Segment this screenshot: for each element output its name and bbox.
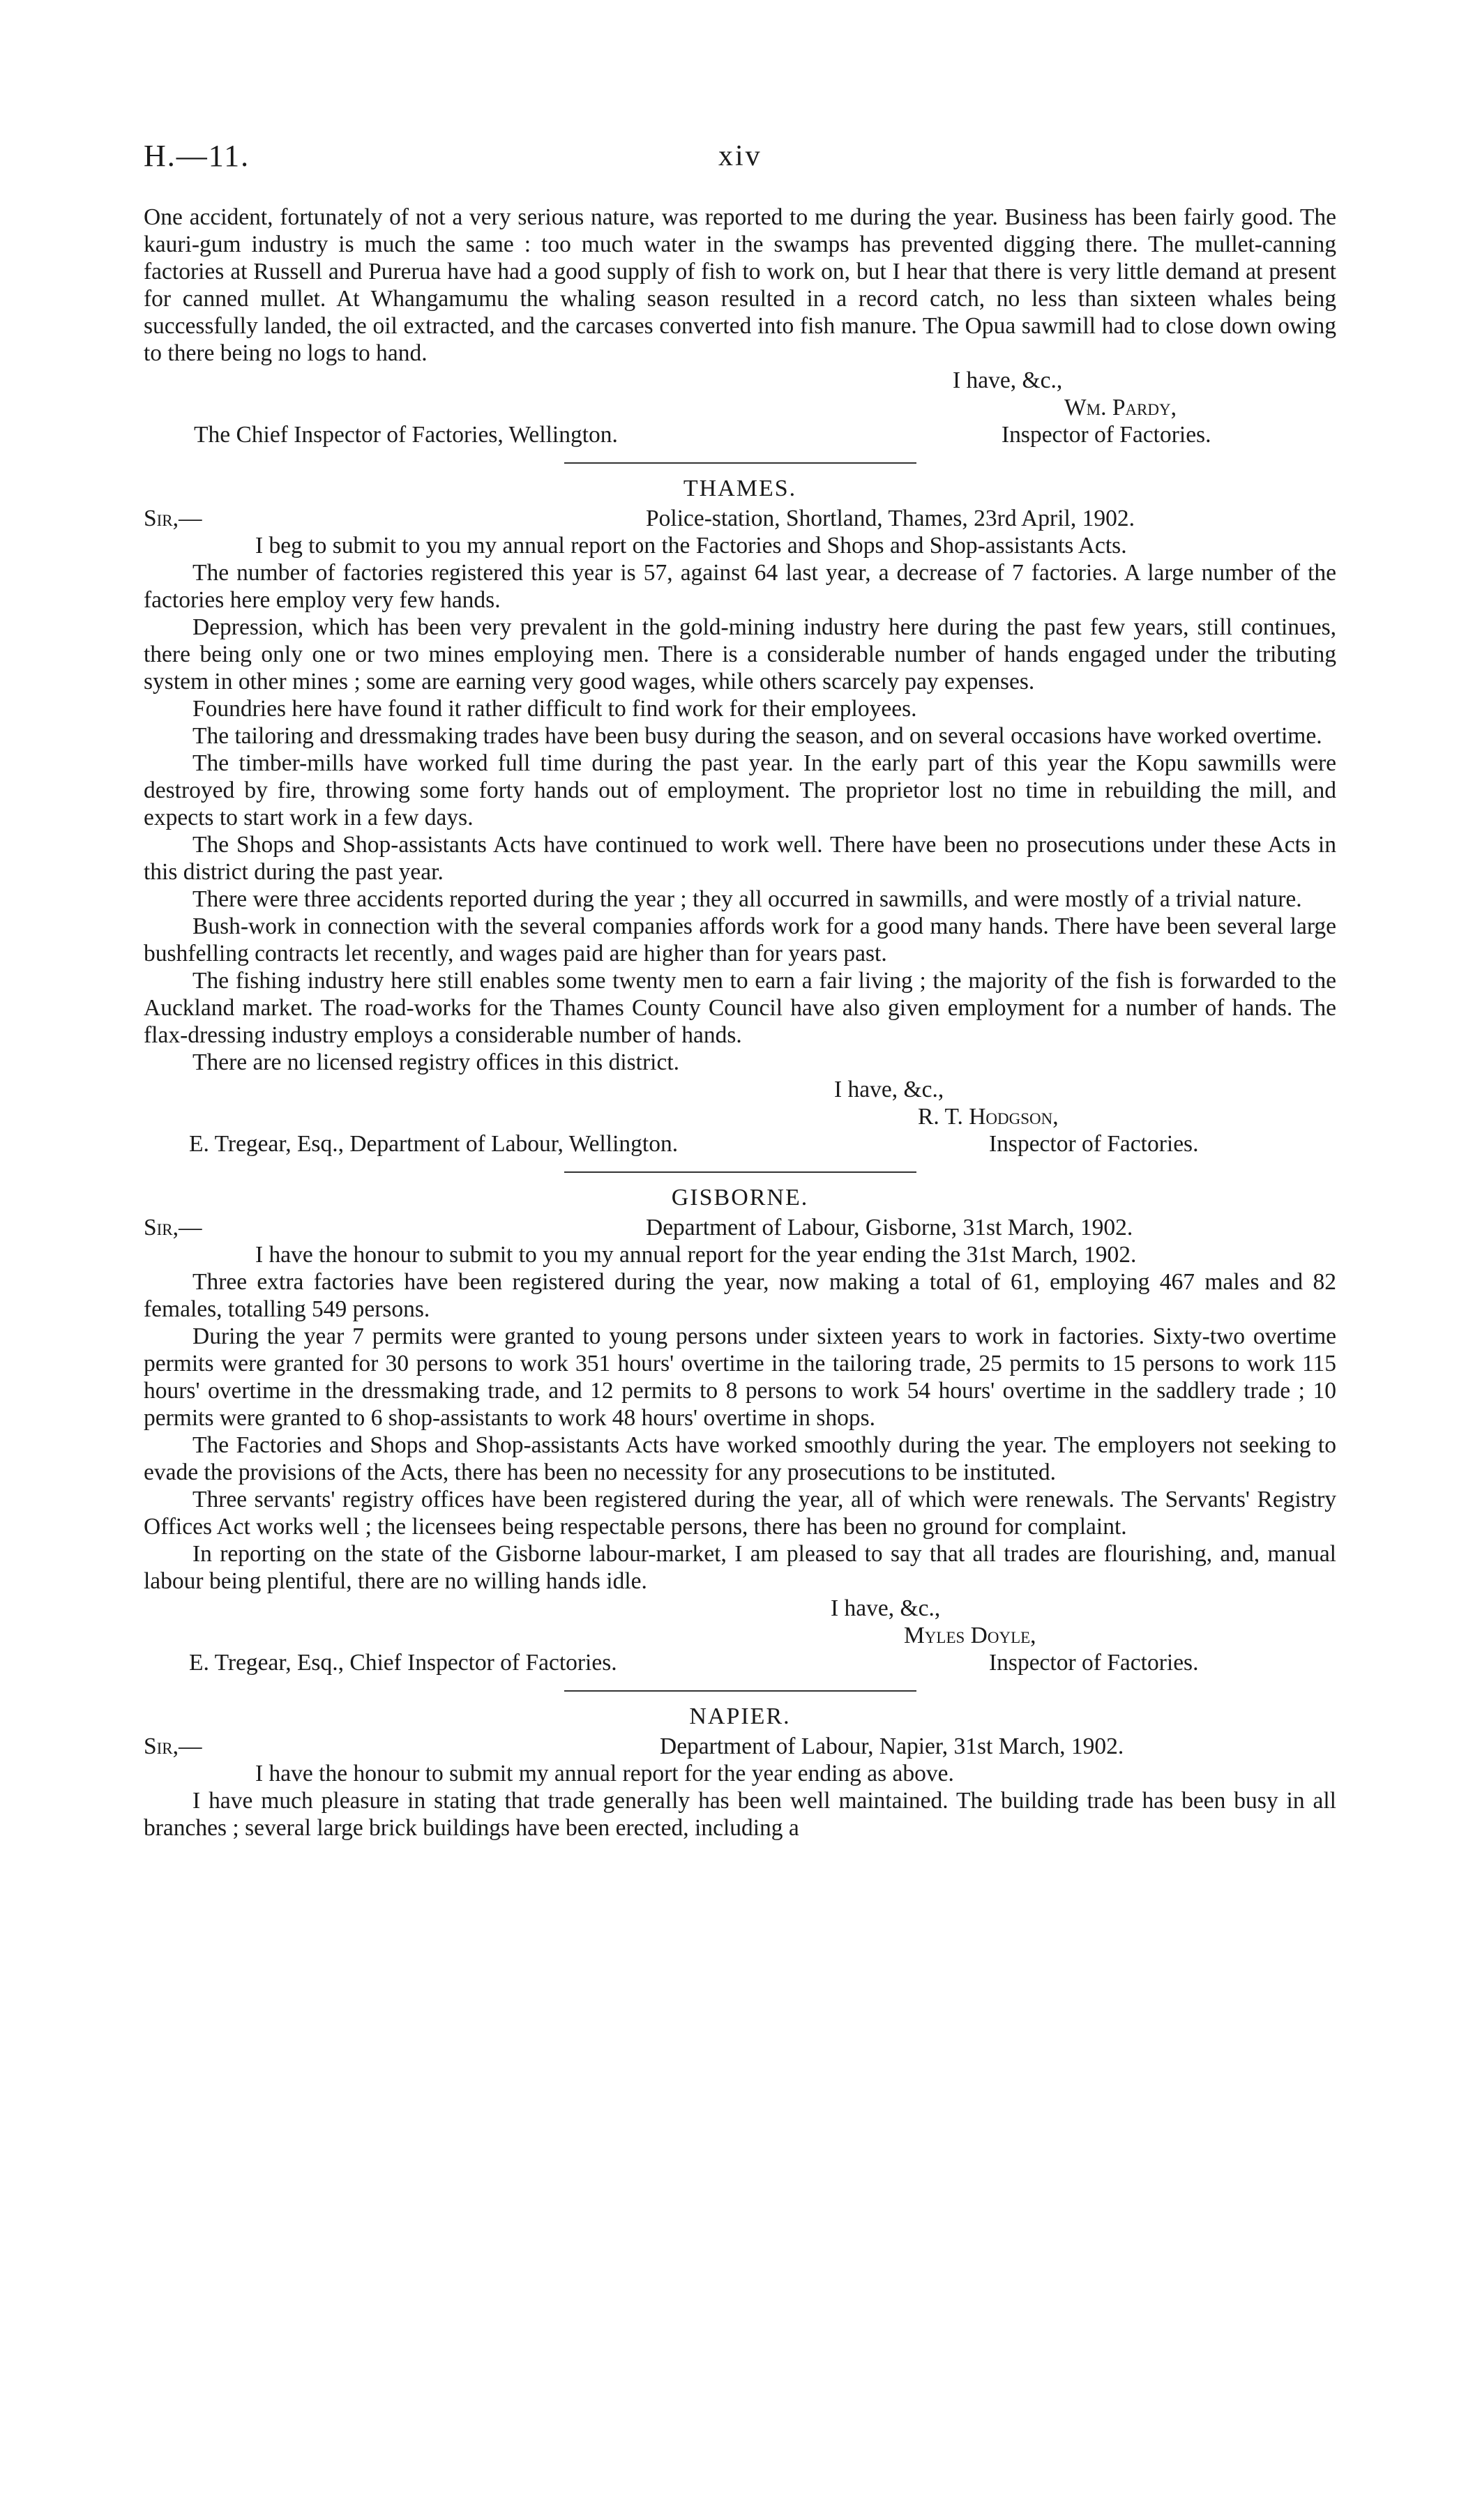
thames-paragraph: The fishing industry here still enables some twenty men to earn a fair living ; the majority of the fish is forwarded to the Auckland market. The road-works for the Thames County Council have also given employment for a number of hands. The flax-dressing industry employs a considerable number of hands. [144, 968, 1336, 1048]
dateline: Department of Labour, Gisborne, 31st March, 1902. [646, 1215, 1133, 1240]
gisborne-paragraph: The Factories and Shops and Shop-assistants Acts have worked smoothly during the year. The employers not seeking to evade the provisions of the Acts, there has been no necessity for any prosecutions to be instituted. [144, 1432, 1336, 1485]
signature-addressee: E. Tregear, Esq., Chief Inspector of Factories. [189, 1650, 617, 1676]
dateline: Department of Labour, Napier, 31st March, 1902. [660, 1733, 1124, 1759]
signature-closing: I have, &c., [834, 1077, 944, 1102]
section-divider [564, 1690, 916, 1692]
gisborne-heading: GISBORNE. [671, 1185, 809, 1210]
thames-paragraph: There were three accidents reported during the year ; they all occurred in sawmills, and were mostly of a trivial nature. [192, 886, 1302, 912]
signature-title: Inspector of Factories. [1002, 422, 1211, 448]
document-reference: H.—11. [144, 139, 250, 173]
thames-paragraph: The number of factories registered this year is 57, against 64 last year, a decrease of 7 factories. A large number of the factories here employ very few hands. [144, 560, 1336, 613]
thames-section [144, 475, 1336, 1157]
salutation: Sir,— [144, 1733, 202, 1759]
signature-addressee: The Chief Inspector of Factories, Wellington. [194, 422, 618, 448]
thames-paragraph: The tailoring and dressmaking trades have been busy during the season, and on several occasions have worked overtime. [192, 723, 1322, 749]
thames-paragraph: Depression, which has been very prevalent in the gold-mining industry here during the past few years, still continues, there being only one or two mines employing men. There is a considerable number of hands engaged under the tributing system in other mines ; some are earning very good wages, while others scarcely pay expenses. [144, 614, 1336, 694]
thames-paragraph: The Shops and Shop-assistants Acts have continued to work well. There have been no prosecutions under these Acts in this district during the past year. [144, 832, 1336, 885]
napier-heading: NAPIER. [689, 1703, 791, 1729]
gisborne-paragraph: During the year 7 permits were granted to young persons under sixteen years to work in factories. Sixty-two overtime permits were granted for 30 persons to work 351 hours' overtime in the tailoring trade, 25 permits to 15 persons to work 115 hours' overtime in the dressmaking trade, and 12 permits to 8 persons to work 54 hours' overtime in the saddlery trade ; 10 permits were granted to 6 shop-assistants to work 48 hours' overtime in shops. [144, 1323, 1336, 1431]
signature-name: Wm. Pardy, [1064, 395, 1177, 420]
napier-salutation-line [144, 1733, 1336, 1760]
gisborne-signature [144, 1595, 1336, 1676]
gisborne-paragraph: I have the honour to submit to you my annual report for the year ending the 31st March, 1902. [255, 1242, 1137, 1268]
gisborne-section [144, 1184, 1336, 1676]
thames-paragraph: The timber-mills have worked full time during the past year. In the early part of this year the Kopu sawmills were destroyed by fire, throwing some forty hands out of employment. The proprietor lost no time in rebuilding the mill, and expects to start work in a few days. [144, 750, 1336, 830]
thames-paragraph: I beg to submit to you my annual report on the Factories and Shops and Shop-assistants Acts. [255, 533, 1127, 559]
thames-salutation-line [144, 505, 1336, 532]
napier-section [144, 1703, 1336, 1842]
section-divider [564, 462, 916, 464]
dateline: Police-station, Shortland, Thames, 23rd April, 1902. [646, 506, 1135, 531]
signature-name: R. T. Hodgson, [918, 1104, 1059, 1130]
gisborne-paragraph: In reporting on the state of the Gisborne labour-market, I am pleased to say that all trades are flourishing, and, manual labour being plentiful, there are no willing hands idle. [144, 1541, 1336, 1594]
gisborne-salutation-line [144, 1214, 1336, 1241]
report-body [144, 204, 1336, 1842]
thames-heading: THAMES. [683, 476, 797, 501]
napier-paragraph: I have the honour to submit my annual report for the year ending as above. [255, 1761, 954, 1786]
thames-paragraph: Foundries here have found it rather difficult to find work for their employees. [192, 696, 917, 722]
signature-closing: I have, &c., [831, 1595, 941, 1621]
gisborne-paragraph: Three extra factories have been registered during the year, now making a total of 61, employing 467 males and 82 females, totalling 549 persons. [144, 1269, 1336, 1322]
section-divider [564, 1171, 916, 1173]
intro-paragraph: One accident, fortunately of not a very serious nature, was reported to me during the year. Business has been fairly good. The kauri-gum industry is much the same : too much water in the swamps has prevented digging there. The mullet-canning factories at Russell and Purerua have had a good supply of fish to work on, but I hear that there is very little demand at present for canned mullet. At Whangamumu the whaling season resulted in a record catch, no less than sixteen whales being successfully landed, the oil extracted, and the carcases converted into fish manure. The Opua sawmill had to close down owing to there being no logs to hand. [144, 204, 1336, 366]
salutation: Sir,— [144, 1215, 202, 1240]
thames-paragraph: There are no licensed registry offices in this district. [192, 1049, 680, 1075]
signature-title: Inspector of Factories. [989, 1131, 1199, 1157]
intro-section [144, 204, 1336, 448]
page-number: xiv [718, 140, 762, 172]
signature-name: Myles Doyle, [904, 1623, 1036, 1648]
gisborne-paragraph: Three servants' registry offices have been registered during the year, all of which were renewals. The Servants' Registry Offices Act works well ; the licensees being respectable persons, there has been no ground for complaint. [144, 1487, 1336, 1540]
thames-signature [144, 1076, 1336, 1157]
intro-signature [144, 367, 1336, 448]
napier-paragraph: I have much pleasure in stating that trade generally has been well maintained. The building trade has been busy in all branches ; several large brick buildings have been erected, including a [144, 1788, 1336, 1841]
thames-paragraph: Bush-work in connection with the several companies affords work for a good many hands. There have been several large bushfelling contracts let recently, and wages paid are higher than for years past. [144, 913, 1336, 966]
signature-title: Inspector of Factories. [989, 1650, 1199, 1676]
salutation: Sir,— [144, 506, 202, 531]
signature-closing: I have, &c., [953, 367, 1063, 393]
signature-addressee: E. Tregear, Esq., Department of Labour, Wellington. [189, 1131, 679, 1157]
